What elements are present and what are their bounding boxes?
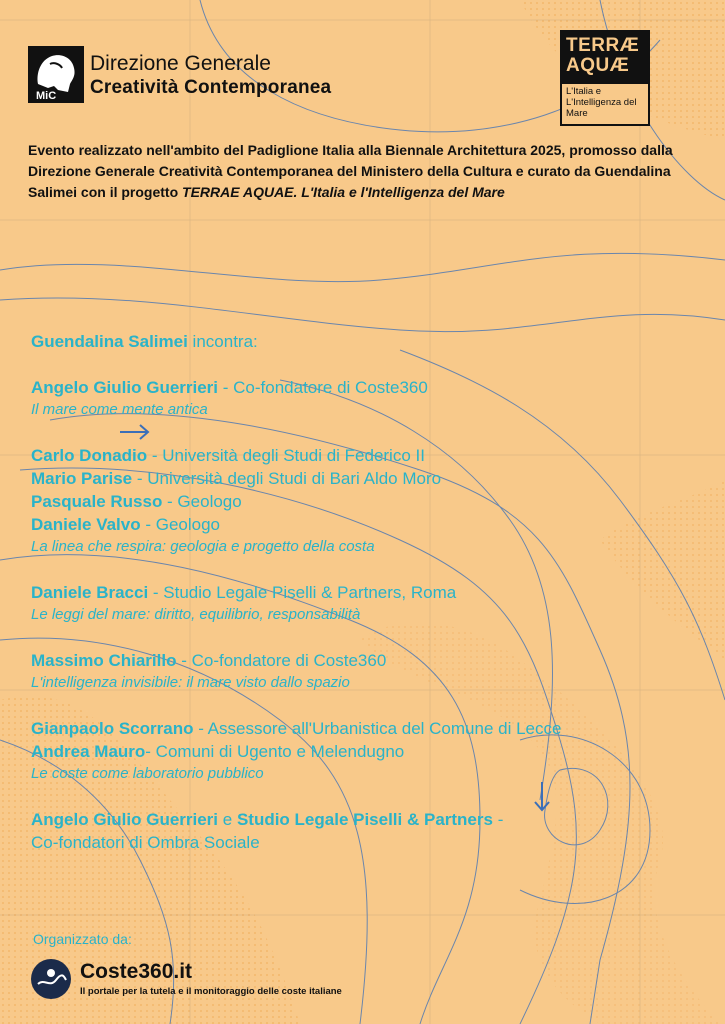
terrae-aquae-logo — [560, 30, 650, 126]
org-line1: Direzione Generale — [90, 52, 271, 75]
terrae-subtitle: L'Italia e L'Intelligenza del Mare — [566, 86, 637, 119]
coste360-logo-icon — [30, 958, 72, 1000]
speaker-conjunction: e — [218, 810, 237, 829]
speaker-role: - Co-fondatore di Coste360 — [218, 378, 428, 397]
arrow-down-icon — [531, 780, 553, 814]
organized-by-label: Organizzato da: — [33, 931, 132, 947]
speaker-name: Massimo Chiarillo — [31, 651, 177, 670]
speaker-dash: - — [492, 810, 504, 829]
speaker-name: Gianpaolo Scorrano — [31, 719, 194, 738]
speaker-role: - Studio Legale Piselli & Partners, Roma — [148, 583, 457, 602]
host-suffix: incontra: — [187, 332, 258, 351]
coste360-tagline: Il portale per la tutela e il monitoraggio delle coste italiane — [80, 986, 342, 997]
speaker-role: - Università degli Studi di Federico II — [147, 446, 425, 465]
speaker-line — [31, 490, 721, 513]
speaker-line — [31, 444, 721, 467]
speaker-name: Daniele Bracci — [31, 583, 149, 602]
session-title: Le coste come laboratorio pubblico — [31, 765, 264, 782]
session-title: Le leggi del mare: diritto, equilibrio, responsabilità — [31, 606, 361, 623]
speaker-role: - Assessore all'Urbanistica del Comune di Lecce — [193, 719, 562, 738]
speaker-name: Pasquale Russo — [31, 492, 163, 511]
speaker-role: - Comuni di Ugento e Melendugno — [145, 742, 405, 761]
session-title: L'intelligenza invisibile: il mare visto dallo spazio — [31, 674, 350, 691]
speaker-line — [31, 581, 721, 604]
mic-logo-text: MiC — [36, 90, 57, 102]
speaker-line — [31, 513, 721, 536]
org-name — [90, 52, 331, 100]
mic-logo — [28, 46, 84, 103]
intro-paragraph — [28, 140, 718, 203]
host-line — [31, 330, 721, 353]
speaker-line — [31, 808, 721, 831]
host-name: Guendalina Salimei — [31, 332, 188, 351]
event-program — [31, 330, 721, 854]
session-title: Il mare come mente antica — [31, 401, 208, 418]
speaker-name: Mario Parise — [31, 469, 133, 488]
speaker-name: Studio Legale Piselli & Partners — [236, 810, 493, 829]
speaker-role: Co-fondatori di Ombra Sociale — [31, 833, 260, 852]
org-line2: Creatività Contemporanea — [90, 77, 332, 98]
speaker-line — [31, 740, 721, 763]
speaker-name: Carlo Donadio — [31, 446, 148, 465]
terrae-line2: AQUÆ — [566, 55, 630, 76]
coste360-brand: Coste360.it — [80, 960, 193, 983]
speaker-role: - Geologo — [140, 515, 221, 534]
terrae-line1: TERRÆ — [566, 35, 640, 56]
speaker-role: - Co-fondatore di Coste360 — [176, 651, 387, 670]
session-title: La linea che respira: geologia e progetto della costa — [31, 538, 375, 555]
mic-profile-icon — [28, 46, 84, 103]
speaker-name: Andrea Mauro — [31, 742, 146, 761]
speaker-name: Angelo Giulio Guerrieri — [31, 810, 219, 829]
speaker-role: - Università degli Studi di Bari Aldo Moro — [132, 469, 442, 488]
arrow-right-icon — [118, 422, 152, 442]
speaker-line — [31, 467, 721, 490]
speaker-line — [31, 717, 721, 740]
intro-project-title: TERRAE AQUAE. L'Italia e l'Intelligenza del Mare — [182, 184, 505, 200]
intro-text: Evento realizzato nell'ambito del Padiglione Italia alla Biennale Architettura 2025, promosso dalla Direzione Generale Creatività Contemporanea del Ministero della Cultura e curato da Guendalina Salimei con il progetto — [28, 142, 673, 200]
speaker-line — [31, 649, 721, 672]
speaker-name: Daniele Valvo — [31, 515, 141, 534]
speaker-name: Angelo Giulio Guerrieri — [31, 378, 219, 397]
speaker-role: - Geologo — [162, 492, 242, 511]
speaker-line — [31, 376, 721, 399]
